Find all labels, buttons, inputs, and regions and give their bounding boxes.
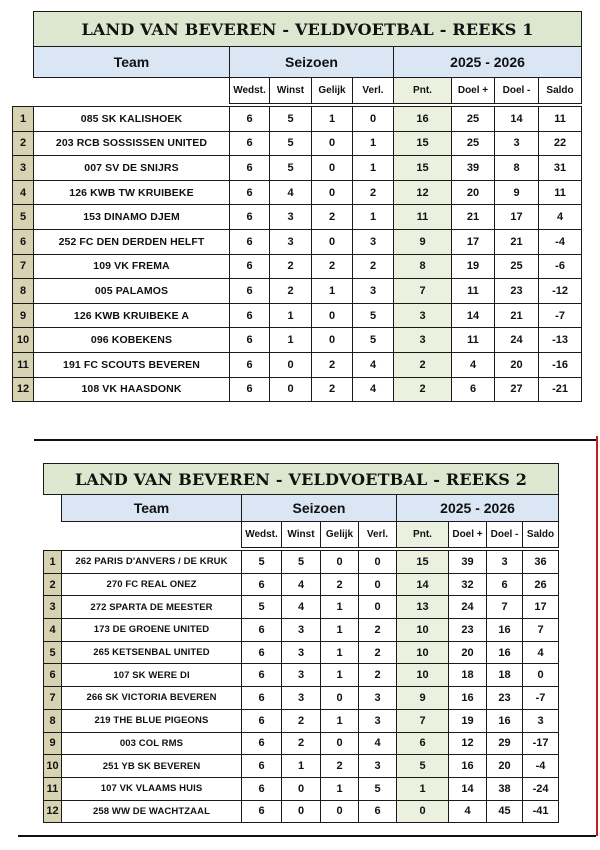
team-rank: 12 [44, 800, 62, 823]
team-rank: 4 [44, 619, 62, 642]
points: 3 [394, 328, 452, 353]
points: 12 [394, 180, 452, 205]
wins: 5 [270, 131, 312, 156]
wins: 5 [270, 156, 312, 181]
table-row [44, 755, 559, 778]
losses: 1 [353, 156, 394, 181]
losses: 2 [359, 664, 397, 687]
losses: 0 [359, 573, 397, 596]
col-header-drawn: Gelijk [321, 522, 359, 548]
wins: 4 [282, 596, 321, 619]
points: 3 [394, 303, 452, 328]
points: 11 [394, 205, 452, 230]
losses: 5 [353, 303, 394, 328]
team-rank: 7 [13, 254, 34, 279]
col-header-points: Pnt. [394, 78, 452, 104]
table-row [13, 180, 582, 205]
team-name: 251 YB SK BEVEREN [62, 755, 242, 778]
table-row [13, 131, 582, 156]
matches-played: 5 [242, 551, 282, 574]
col-header-won: Winst [270, 78, 312, 104]
matches-played: 6 [230, 180, 270, 205]
goal-difference: 4 [523, 641, 559, 664]
table-row [13, 328, 582, 353]
goals-against: 21 [495, 303, 539, 328]
goal-difference: 11 [539, 107, 582, 132]
league-title: LAND VAN BEVEREN - VELDVOETBAL - REEKS 1 [34, 12, 582, 47]
draws: 0 [312, 303, 353, 328]
goals-for: 11 [452, 279, 495, 304]
goals-for: 6 [452, 377, 495, 402]
losses: 2 [353, 180, 394, 205]
wins: 0 [270, 377, 312, 402]
table-row [13, 156, 582, 181]
draws: 0 [312, 156, 353, 181]
matches-played: 6 [230, 328, 270, 353]
points: 9 [394, 229, 452, 254]
draws: 0 [321, 687, 359, 710]
draws: 1 [321, 709, 359, 732]
goal-difference: -24 [523, 777, 559, 800]
table-row [13, 303, 582, 328]
matches-played: 6 [230, 205, 270, 230]
goal-difference: 36 [523, 551, 559, 574]
points: 15 [394, 156, 452, 181]
table-row [13, 107, 582, 132]
col-header-goals-for: Doel + [449, 522, 487, 548]
team-rank: 10 [13, 328, 34, 353]
points: 8 [394, 254, 452, 279]
team-name: 107 VK VLAAMS HUIS [62, 777, 242, 800]
team-rank: 3 [44, 596, 62, 619]
team-name: 108 VK HAASDONK [34, 377, 230, 402]
goal-difference: -21 [539, 377, 582, 402]
losses: 3 [353, 229, 394, 254]
matches-played: 6 [242, 641, 282, 664]
team-name: 265 KETSENBAL UNITED [62, 641, 242, 664]
goals-against: 16 [487, 619, 523, 642]
losses: 3 [359, 709, 397, 732]
matches-played: 6 [242, 800, 282, 823]
wins: 1 [282, 755, 321, 778]
team-rank: 5 [44, 641, 62, 664]
draws: 2 [312, 352, 353, 377]
matches-played: 6 [242, 732, 282, 755]
losses: 0 [353, 107, 394, 132]
team-name: 262 PARIS D'ANVERS / DE KRUK [62, 551, 242, 574]
losses: 0 [359, 596, 397, 619]
team-rank: 3 [13, 156, 34, 181]
goals-against: 45 [487, 800, 523, 823]
wins: 0 [282, 800, 321, 823]
col-header-goal-diff: Saldo [539, 78, 582, 104]
matches-played: 6 [242, 573, 282, 596]
losses: 0 [359, 551, 397, 574]
team-rank: 7 [44, 687, 62, 710]
wins: 3 [282, 619, 321, 642]
points: 2 [394, 377, 452, 402]
goals-for: 4 [449, 800, 487, 823]
wins: 1 [270, 303, 312, 328]
goals-for: 21 [452, 205, 495, 230]
matches-played: 6 [242, 777, 282, 800]
goal-difference: 26 [523, 573, 559, 596]
team-name: 085 SK KALISHOEK [34, 107, 230, 132]
points: 5 [397, 755, 449, 778]
team-name: 191 FC SCOUTS BEVEREN [34, 352, 230, 377]
team-name: 219 THE BLUE PIGEONS [62, 709, 242, 732]
table-row [44, 619, 559, 642]
draws: 0 [312, 328, 353, 353]
matches-played: 6 [230, 303, 270, 328]
losses: 3 [359, 755, 397, 778]
table-row [44, 732, 559, 755]
team-name: 107 SK WERE DI [62, 664, 242, 687]
col-header-goals-for: Doel + [452, 78, 495, 104]
goals-against: 29 [487, 732, 523, 755]
wins: 2 [282, 732, 321, 755]
wins: 4 [282, 573, 321, 596]
col-header-played: Wedst. [242, 522, 282, 548]
team-column-label: Team [34, 47, 230, 78]
draws: 0 [321, 732, 359, 755]
goals-for: 19 [449, 709, 487, 732]
matches-played: 6 [230, 156, 270, 181]
draws: 2 [321, 573, 359, 596]
team-name: 173 DE GROENE UNITED [62, 619, 242, 642]
points: 6 [397, 732, 449, 755]
goals-for: 25 [452, 131, 495, 156]
points: 10 [397, 619, 449, 642]
team-rank: 9 [13, 303, 34, 328]
team-rank: 11 [13, 352, 34, 377]
goals-for: 11 [452, 328, 495, 353]
matches-played: 6 [230, 131, 270, 156]
table-row [13, 377, 582, 402]
wins: 3 [282, 664, 321, 687]
goals-for: 39 [452, 156, 495, 181]
season-years: 2025 - 2026 [394, 47, 582, 78]
draws: 1 [312, 107, 353, 132]
table-row [44, 573, 559, 596]
points: 7 [394, 279, 452, 304]
team-rank: 8 [44, 709, 62, 732]
goals-against: 14 [495, 107, 539, 132]
goals-against: 20 [495, 352, 539, 377]
table-row [44, 687, 559, 710]
matches-played: 6 [230, 254, 270, 279]
standings-table-reeks-2 [43, 463, 559, 823]
goals-against: 27 [495, 377, 539, 402]
team-name: 126 KWB TW KRUIBEKE [34, 180, 230, 205]
losses: 5 [359, 777, 397, 800]
matches-played: 6 [242, 755, 282, 778]
team-name: 258 WW DE WACHTZAAL [62, 800, 242, 823]
goals-against: 23 [487, 687, 523, 710]
goals-against: 9 [495, 180, 539, 205]
draws: 2 [312, 205, 353, 230]
points: 13 [397, 596, 449, 619]
col-header-goals-against: Doel - [495, 78, 539, 104]
team-name: 153 DINAMO DJEM [34, 205, 230, 230]
losses: 1 [353, 131, 394, 156]
goal-difference: 11 [539, 180, 582, 205]
goal-difference: 7 [523, 619, 559, 642]
standings-rows [13, 107, 582, 402]
bottom-rule [18, 835, 596, 837]
wins: 3 [282, 641, 321, 664]
goal-difference: -7 [523, 687, 559, 710]
draws: 0 [321, 551, 359, 574]
losses: 6 [359, 800, 397, 823]
goals-for: 24 [449, 596, 487, 619]
goal-difference: 22 [539, 131, 582, 156]
draws: 1 [321, 641, 359, 664]
draws: 1 [312, 279, 353, 304]
goals-against: 38 [487, 777, 523, 800]
draws: 2 [312, 377, 353, 402]
goal-difference: -4 [539, 229, 582, 254]
wins: 5 [282, 551, 321, 574]
team-name: 203 RCB SOSSISSEN UNITED [34, 131, 230, 156]
draws: 1 [321, 777, 359, 800]
points: 2 [394, 352, 452, 377]
team-name: 126 KWB KRUIBEKE A [34, 303, 230, 328]
team-rank: 10 [44, 755, 62, 778]
goal-difference: -12 [539, 279, 582, 304]
goals-against: 16 [487, 709, 523, 732]
goal-difference: 3 [523, 709, 559, 732]
matches-played: 5 [242, 596, 282, 619]
team-rank: 1 [13, 107, 34, 132]
draws: 2 [312, 254, 353, 279]
goal-difference: 4 [539, 205, 582, 230]
matches-played: 6 [230, 377, 270, 402]
goal-difference: 0 [523, 664, 559, 687]
goal-difference: 17 [523, 596, 559, 619]
points: 14 [397, 573, 449, 596]
goals-against: 23 [495, 279, 539, 304]
goal-difference: -6 [539, 254, 582, 279]
col-header-lost: Verl. [353, 78, 394, 104]
team-rank: 6 [44, 664, 62, 687]
team-name: 096 KOBEKENS [34, 328, 230, 353]
goals-against: 20 [487, 755, 523, 778]
goal-difference: -13 [539, 328, 582, 353]
goals-for: 20 [449, 641, 487, 664]
goal-difference: -16 [539, 352, 582, 377]
goals-against: 3 [487, 551, 523, 574]
col-header-played: Wedst. [230, 78, 270, 104]
matches-played: 6 [230, 229, 270, 254]
team-column-label: Team [62, 495, 242, 522]
goals-against: 7 [487, 596, 523, 619]
goals-against: 16 [487, 641, 523, 664]
table-row [13, 229, 582, 254]
losses: 4 [353, 377, 394, 402]
team-rank: 4 [13, 180, 34, 205]
table-row [13, 279, 582, 304]
wins: 3 [282, 687, 321, 710]
goals-against: 18 [487, 664, 523, 687]
goals-for: 23 [449, 619, 487, 642]
goals-against: 8 [495, 156, 539, 181]
col-header-won: Winst [282, 522, 321, 548]
points: 0 [397, 800, 449, 823]
col-header-drawn: Gelijk [312, 78, 353, 104]
losses: 2 [359, 619, 397, 642]
points: 7 [397, 709, 449, 732]
losses: 4 [359, 732, 397, 755]
draws: 1 [321, 619, 359, 642]
matches-played: 6 [230, 352, 270, 377]
matches-played: 6 [242, 664, 282, 687]
team-rank: 1 [44, 551, 62, 574]
points: 1 [397, 777, 449, 800]
team-rank: 8 [13, 279, 34, 304]
matches-played: 6 [230, 279, 270, 304]
col-header-points: Pnt. [397, 522, 449, 548]
goals-for: 25 [452, 107, 495, 132]
matches-played: 6 [242, 709, 282, 732]
team-name: 003 COL RMS [62, 732, 242, 755]
season-years: 2025 - 2026 [397, 495, 559, 522]
matches-played: 6 [230, 107, 270, 132]
goals-for: 12 [449, 732, 487, 755]
team-rank: 2 [44, 573, 62, 596]
team-name: 007 SV DE SNIJRS [34, 156, 230, 181]
goals-against: 25 [495, 254, 539, 279]
draws: 2 [321, 755, 359, 778]
matches-played: 6 [242, 687, 282, 710]
goal-difference: -4 [523, 755, 559, 778]
wins: 0 [270, 352, 312, 377]
goal-difference: -7 [539, 303, 582, 328]
goals-against: 3 [495, 131, 539, 156]
page-edge-line [596, 436, 598, 836]
team-name: 266 SK VICTORIA BEVEREN [62, 687, 242, 710]
team-rank: 5 [13, 205, 34, 230]
standings-rows [44, 551, 559, 823]
points: 10 [397, 664, 449, 687]
goals-for: 19 [452, 254, 495, 279]
standings-table-reeks-1 [12, 11, 582, 402]
team-rank: 2 [13, 131, 34, 156]
wins: 5 [270, 107, 312, 132]
table-row [13, 205, 582, 230]
table-row [13, 254, 582, 279]
losses: 2 [359, 641, 397, 664]
wins: 3 [270, 229, 312, 254]
league-title: LAND VAN BEVEREN - VELDVOETBAL - REEKS 2 [44, 464, 559, 495]
table-row [44, 641, 559, 664]
season-label: Seizoen [242, 495, 397, 522]
goals-for: 16 [449, 755, 487, 778]
wins: 2 [282, 709, 321, 732]
goals-for: 16 [449, 687, 487, 710]
draws: 1 [321, 664, 359, 687]
goals-against: 6 [487, 573, 523, 596]
section-divider [34, 439, 597, 441]
losses: 2 [353, 254, 394, 279]
draws: 0 [312, 229, 353, 254]
goals-for: 17 [452, 229, 495, 254]
draws: 1 [321, 596, 359, 619]
losses: 3 [359, 687, 397, 710]
table-row [44, 664, 559, 687]
season-label: Seizoen [230, 47, 394, 78]
goals-for: 14 [449, 777, 487, 800]
wins: 4 [270, 180, 312, 205]
goal-difference: -41 [523, 800, 559, 823]
table-row [44, 596, 559, 619]
wins: 0 [282, 777, 321, 800]
points: 16 [394, 107, 452, 132]
points: 15 [394, 131, 452, 156]
wins: 1 [270, 328, 312, 353]
goals-against: 24 [495, 328, 539, 353]
goals-for: 18 [449, 664, 487, 687]
wins: 2 [270, 254, 312, 279]
col-header-lost: Verl. [359, 522, 397, 548]
wins: 3 [270, 205, 312, 230]
matches-played: 6 [242, 619, 282, 642]
table-row [44, 777, 559, 800]
wins: 2 [270, 279, 312, 304]
team-rank: 9 [44, 732, 62, 755]
team-name: 252 FC DEN DERDEN HELFT [34, 229, 230, 254]
col-header-goal-diff: Saldo [523, 522, 559, 548]
draws: 0 [321, 800, 359, 823]
goals-for: 32 [449, 573, 487, 596]
team-rank: 11 [44, 777, 62, 800]
goals-against: 21 [495, 229, 539, 254]
points: 9 [397, 687, 449, 710]
col-header-goals-against: Doel - [487, 522, 523, 548]
draws: 0 [312, 180, 353, 205]
goal-difference: 31 [539, 156, 582, 181]
table-row [44, 800, 559, 823]
goals-for: 14 [452, 303, 495, 328]
goals-for: 39 [449, 551, 487, 574]
team-rank: 6 [13, 229, 34, 254]
losses: 1 [353, 205, 394, 230]
draws: 0 [312, 131, 353, 156]
table-row [44, 709, 559, 732]
losses: 3 [353, 279, 394, 304]
points: 15 [397, 551, 449, 574]
team-name: 272 SPARTA DE MEESTER [62, 596, 242, 619]
team-name: 270 FC REAL ONEZ [62, 573, 242, 596]
points: 10 [397, 641, 449, 664]
losses: 4 [353, 352, 394, 377]
table-row [13, 352, 582, 377]
goals-against: 17 [495, 205, 539, 230]
team-name: 109 VK FREMA [34, 254, 230, 279]
table-row [44, 551, 559, 574]
losses: 5 [353, 328, 394, 353]
goals-for: 20 [452, 180, 495, 205]
goal-difference: -17 [523, 732, 559, 755]
team-rank: 12 [13, 377, 34, 402]
team-name: 005 PALAMOS [34, 279, 230, 304]
goals-for: 4 [452, 352, 495, 377]
